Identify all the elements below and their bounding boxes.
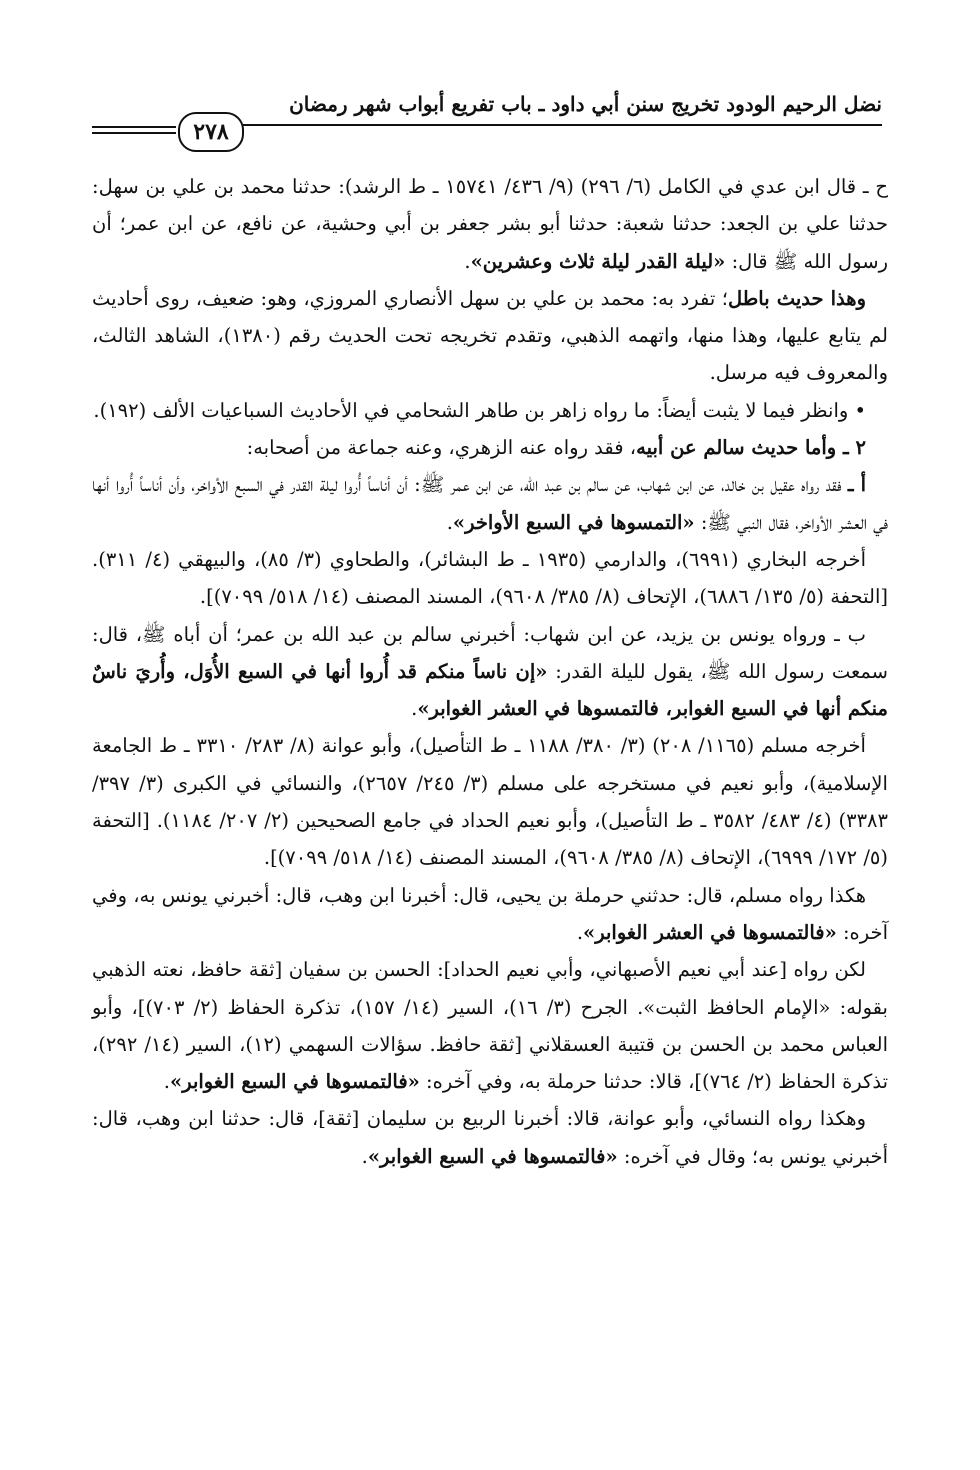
paragraph-4 — [92, 429, 888, 466]
text-run: أخرجه البخاري (٦٩٩١)، والدارمي (١٩٣٥ ـ ط البشائر)، والطحاوي (٣/ ٨٥)، والبيهقي (٤/ ٣١١). [التحفة (٥/ ١٣٥/ ٦٨٨٦)، الإتحاف (٨/ ٣٨٥/ ٩٦٠٨)، المسند المصنف (١٤/ ٥١٨/ ٧٠٩٩)]. — [92, 547, 888, 609]
paragraph-3 — [92, 392, 888, 429]
text-run: . — [576, 920, 584, 944]
ruling-phrase: وهذا حديث باطل — [727, 286, 866, 310]
text-run: ؛ تفرد به: محمد بن علي بن سهل الأنصاري المروزي، وهو: ضعيف، روى أحاديث لم يتابع عليها، وهذا منها، واتهمه الذهبي، وتقدم تخريجه تحت الحديث رقم (١٣٨٠)، الشاهد الثالث، والمعروف فيه مرسل. — [92, 286, 888, 385]
text-run: أخرجه مسلم (١١٦٥/ ٢٠٨) (٣/ ٣٨٠/ ١١٨٨ ـ ط التأصيل)، وأبو عوانة (٨/ ٢٨٣/ ٣٣١٠ ـ ط الجامعة الإسلامية)، وأبو نعيم في مستخرجه على مسلم (٣/ ٢٤٥/ ٢٦٥٧)، والنسائي في الكبرى (٣/ ٣٩٧/ ٣٣٨٣) (٤/ ٤٨٣/ ٣٥٨٢ ـ ط التأصيل)، وأبو نعيم الحداد في جامع الصحيحين (٢/ ٢٠٧/ ١١٨٤). [التحفة (٥/ ١٧٢/ ٦٩٩٩)، الإتحاف (٨/ ٣٨٥/ ٩٦٠٨)، المسند المصنف (١٤/ ٥١٨/ ٧٠٩٩)]. — [92, 734, 888, 870]
header-rule-left-double — [92, 132, 176, 134]
text-run: . — [446, 510, 453, 534]
subsection-marker: أ ـ — [847, 473, 866, 497]
text-run: ب ـ ورواه يونس بن يزيد، عن ابن شهاب: أخبرني سالم بن عبد الله بن عمر؛ أن أباه ﷺ، قال: سمعت رسول الله ﷺ، يقول لليلة القدر: — [92, 622, 888, 683]
hadith-quote: «فالتمسوها في السبع الغوابر» — [367, 1144, 618, 1168]
text-run: . — [361, 1144, 368, 1168]
hadith-quote: «إن ناساً منكم قد أُروا أنها في السبع الأُوَل، وأُريَ ناسٌ منكم أنها في السبع الغوابر، فالتمسوها في العشر الغوابر» — [92, 659, 888, 721]
text-run: فقد رواه عقيل بن خالد، عن ابن شهاب، عن سالم بن عبد الله، عن ابن عمر ﷺ: أن أناساً أُروا ليلة القدر في السبع الأواخر، وأن أناساً أُروا أنها في العشر الأواخر، فقال النبي ﷺ: — [92, 473, 888, 534]
paragraph-1 — [92, 168, 888, 280]
paragraph-5 — [92, 466, 888, 541]
hadith-quote: «فالتمسوها في العشر الغوابر» — [583, 920, 837, 944]
paragraph-8 — [92, 727, 888, 876]
header-rule-left — [92, 126, 176, 128]
text-run: ح ـ قال ابن عدي في الكامل (٦/ ٢٩٦) (٩/ ٤٣٦/ ١٥٧٤١ ـ ط الرشد): حدثنا محمد بن علي بن سهل: حدثنا علي بن الجعد: حدثنا شعبة: حدثنا أبو بشر جعفر بن أبي وحشية، عن نافع، عن ابن عمر؛ أن رسول الله ﷺ قال: — [92, 175, 888, 273]
paragraph-2 — [92, 280, 888, 392]
text-run: ، فقد رواه عنه الزهري، وعنه جماعة من أصحابه: — [246, 436, 637, 460]
paragraph-7 — [92, 616, 888, 728]
page-number-badge — [178, 112, 244, 152]
text-run: . — [411, 697, 418, 721]
hadith-quote: «فالتمسوها في السبع الغوابر» — [170, 1070, 420, 1094]
section-heading: ٢ ـ وأما حديث سالم عن أبيه — [636, 436, 866, 460]
text-run: لكن رواه [عند أبي نعيم الأصبهاني، وأبي نعيم الحداد]: الحسن بن سفيان [ثقة حافظ، نعته الذهبي بقوله: «الإمام الحافظ الثبت». الجرح (٣/ ١٦)، السير (١٤/ ١٥٧)، تذكرة الحفاظ (٢/ ٧٠٣)]، وأبو العباس محمد بن الحسن بن قتيبة العسقلاني [ثقة حافظ. سؤالات السهمي (١٢)، السير (١٤/ ٢٩٢)، تذكرة الحفاظ (٢/ ٧٦٤)]، قالا: حدثنا حرملة به، وفي آخره: — [92, 958, 888, 1094]
page-number: ٢٧٨ — [193, 119, 229, 145]
main-text — [92, 168, 888, 1175]
paragraph-9 — [92, 877, 888, 952]
paragraph-11 — [92, 1100, 888, 1175]
text-run: . — [464, 249, 471, 273]
paragraph-10 — [92, 951, 888, 1100]
text-run: . — [163, 1070, 170, 1094]
text-run: وهكذا رواه النسائي، وأبو عوانة، قالا: أخبرنا الربيع بن سليمان [ثقة]، قال: حدثنا ابن وهب، قال: أخبرني يونس به؛ وقال في آخره: — [92, 1107, 888, 1168]
text-run: • وانظر فيما لا يثبت أيضاً: ما رواه زاهر بن طاهر الشحامي في الأحاديث السباعيات الألف (١٩٢). — [93, 398, 866, 422]
text-run: هكذا رواه مسلم، قال: حدثني حرملة بن يحيى، قال: أخبرنا ابن وهب، قال: أخبرني يونس به، وفي آخره: — [92, 883, 888, 944]
hadith-quote: «التمسوها في السبع الأواخر» — [452, 510, 695, 534]
header-rule — [240, 124, 882, 126]
paragraph-6 — [92, 541, 888, 616]
running-head: نضل الرحيم الودود تخريج سنن أبي داود ـ باب تفريع أبواب شهر رمضان — [289, 92, 882, 116]
hadith-quote: «ليلة القدر ليلة ثلاث وعشرين» — [470, 249, 726, 273]
